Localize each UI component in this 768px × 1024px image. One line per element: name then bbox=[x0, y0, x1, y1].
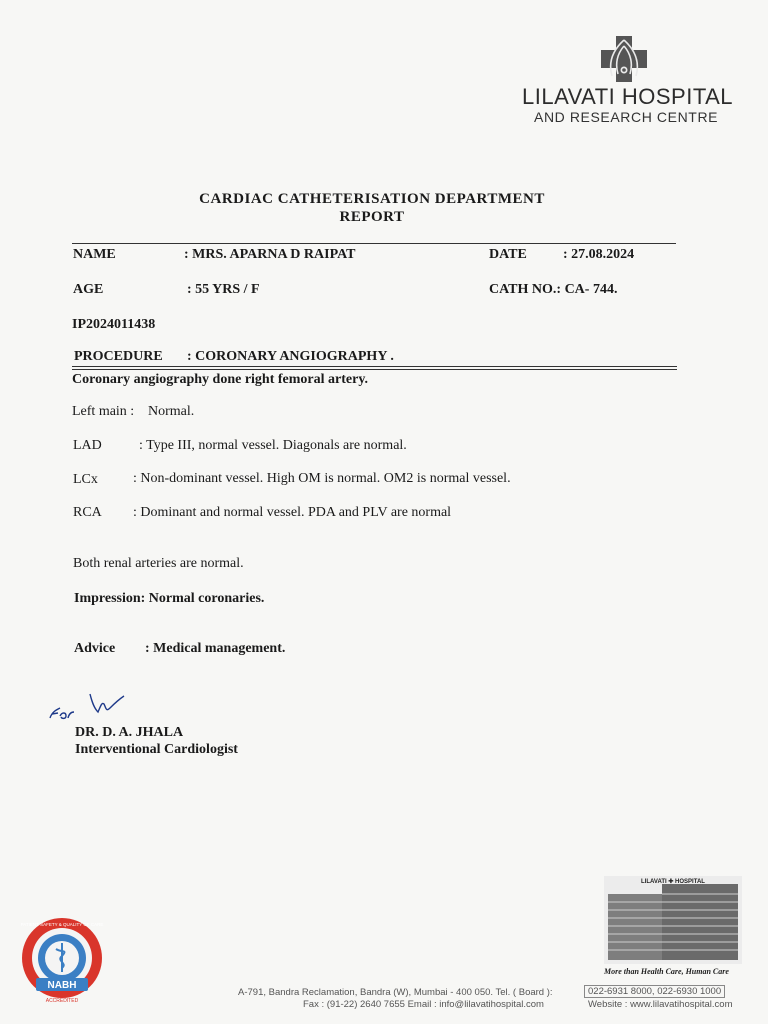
hospital-subtitle: AND RESEARCH CENTRE bbox=[534, 109, 719, 125]
procedure-label: PROCEDURE bbox=[74, 349, 163, 364]
hospital-name: LILAVATI HOSPITAL bbox=[522, 84, 734, 109]
name-label: NAME bbox=[73, 247, 116, 262]
footer-address: A-791, Bandra Reclamation, Bandra (W), Mumbai - 400 050. Tel. ( Board ): bbox=[238, 987, 553, 998]
cath-number: CATH NO.: CA- 744. bbox=[489, 282, 618, 297]
handwritten-signature bbox=[44, 688, 134, 730]
hospital-building-image bbox=[604, 876, 742, 964]
procedure-value: : CORONARY ANGIOGRAPHY . bbox=[187, 349, 394, 364]
name-value: : MRS. APARNA D RAIPAT bbox=[184, 247, 356, 262]
badge-ring: PATIENT SAFETY & QUALITY OF CARE bbox=[20, 922, 104, 927]
advice-label: Advice bbox=[74, 641, 116, 656]
badge-label: NABH bbox=[47, 980, 77, 991]
finding-text: : Dominant and normal vessel. PDA and PLV are normal bbox=[133, 505, 452, 520]
hospital-logo-icon bbox=[598, 36, 650, 82]
age-label: AGE bbox=[73, 282, 104, 297]
footer-phones: 022-6931 8000, 022-6930 1000 bbox=[584, 985, 725, 998]
finding-text: Normal. bbox=[148, 404, 195, 419]
renal-finding: Both renal arteries are normal. bbox=[73, 556, 244, 571]
nabh-badge-icon bbox=[20, 916, 104, 1006]
procedure-access: Coronary angiography done right femoral artery. bbox=[72, 372, 369, 387]
doctor-designation: Interventional Cardiologist bbox=[75, 742, 238, 757]
advice-value: : Medical management. bbox=[145, 641, 286, 656]
doctor-name: DR. D. A. JHALA bbox=[75, 725, 184, 740]
badge-bottom: ACCREDITED bbox=[45, 998, 79, 1004]
divider bbox=[72, 369, 677, 370]
age-value: : 55 YRS / F bbox=[187, 282, 260, 297]
report-subtitle: REPORT bbox=[339, 209, 405, 225]
finding-label: Left main : bbox=[72, 404, 135, 419]
date-value: : 27.08.2024 bbox=[563, 247, 635, 262]
impression: Impression: Normal coronaries. bbox=[74, 591, 265, 606]
footer-contact: Fax : (91-22) 2640 7655 Email : info@lilavatihospital.com bbox=[303, 999, 544, 1010]
finding-text: : Non-dominant vessel. High OM is normal. OM2 is normal vessel. bbox=[133, 471, 511, 486]
building-sign: LILAVATI ✚ HOSPITAL bbox=[641, 879, 705, 885]
finding-label: LCx bbox=[73, 472, 98, 487]
finding-label: LAD bbox=[73, 438, 102, 453]
finding-label: RCA bbox=[73, 505, 102, 520]
finding-text: : Type III, normal vessel. Diagonals are normal. bbox=[139, 438, 407, 453]
footer-website: Website : www.lilavatihospital.com bbox=[588, 999, 733, 1010]
date-label: DATE bbox=[489, 247, 527, 262]
report-title: CARDIAC CATHETERISATION DEPARTMENT bbox=[199, 191, 545, 207]
divider bbox=[72, 243, 676, 244]
divider bbox=[72, 366, 677, 367]
ip-number: IP2024011438 bbox=[72, 317, 156, 332]
tagline: More than Health Care, Human Care bbox=[604, 967, 729, 976]
